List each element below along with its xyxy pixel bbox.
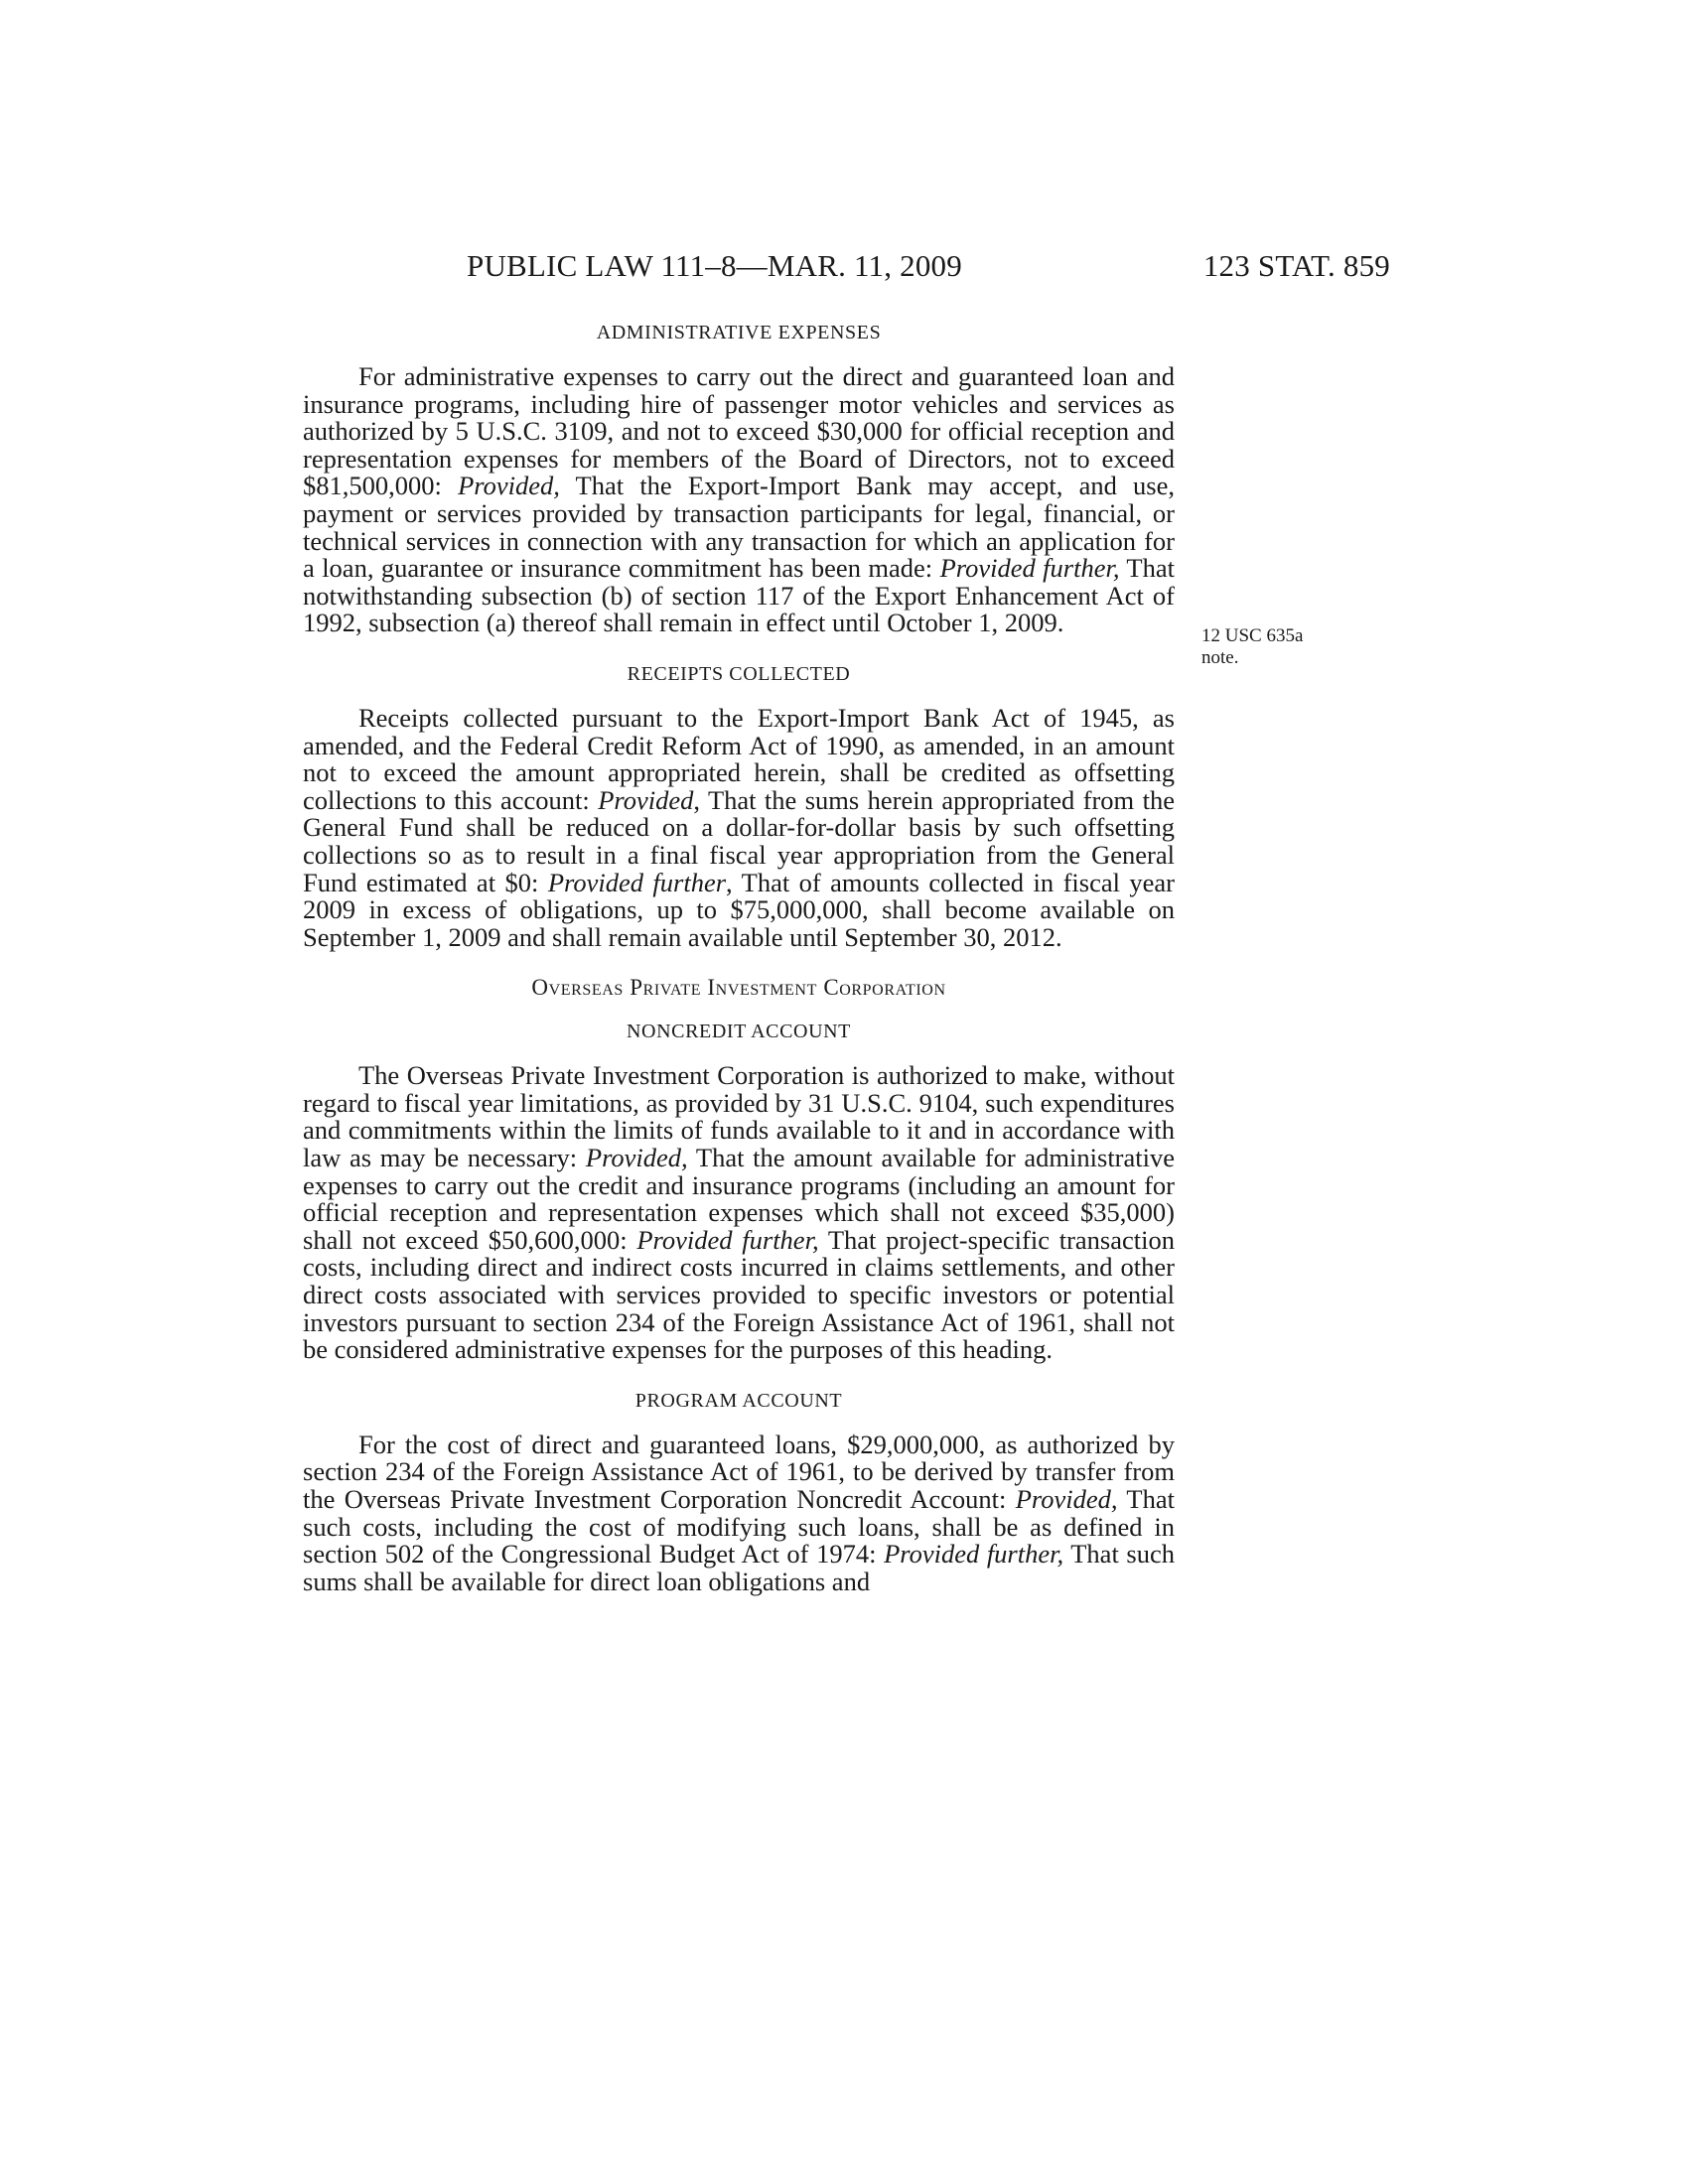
text-run: , That of amounts collected in fiscal year 2009 in excess of obligations, up to $75,000,000, shall become available on September 1, 2009 and shall remain available until September 30, 2012. xyxy=(303,867,1175,952)
paragraph-noncredit-account xyxy=(303,1062,1175,1364)
proviso-phrase: Provided, xyxy=(1015,1484,1118,1514)
proviso-phrase: Provided further, xyxy=(636,1224,819,1255)
margin-note xyxy=(1201,625,1303,669)
public-law-citation: PUBLIC LAW 111–8—MAR. 11, 2009 xyxy=(467,248,962,283)
agency-heading: Overseas Private Investment Corporation xyxy=(531,975,946,1001)
proviso-phrase: Provided further xyxy=(547,867,727,897)
paragraph-administrative-expenses xyxy=(303,363,1175,637)
section-heading-receipts-collected: RECEIPTS COLLECTED xyxy=(627,662,851,685)
proviso-phrase: Provided further, xyxy=(939,553,1120,584)
margin-note-citation: 12 USC 635a xyxy=(1201,625,1304,646)
section-heading-noncredit-account: NONCREDIT ACCOUNT xyxy=(627,1021,851,1043)
main-text-column xyxy=(303,320,1175,1595)
text-run: That notwithstanding subsection (b) of section 117 of the Export Enhancement Act of 1992, subsection (a) thereof shall remain in effect until October 1, 2009. xyxy=(303,553,1175,638)
text-run: For administrative expenses to carry out the direct and guaranteed loan and insurance programs, including hire of passenger motor vehicles and services as authorized by 5 U.S.C. 3109, and not to exceed $30,000 for official reception and representation expenses for members of the Board of Directors, not to exceed $81,500,000: xyxy=(303,361,1175,501)
paragraph-program-account xyxy=(303,1429,1175,1596)
paragraph-receipts-collected xyxy=(303,702,1175,952)
text-run: Receipts collected pursuant to the Export-Import Bank Act of 1945, as amended, and the Federal Credit Reform Act of 1990, as amended, in an amount not to exceed the amount appropriated herein, shall be credited as offsetting collections to this account: xyxy=(303,702,1175,815)
text-run: That the Export-Import Bank may accept, and use, payment or services provided by transaction participants for legal, financial, or technical services in connection with any transaction for which an application for a loan, guarantee or insurance commitment has been made: xyxy=(303,471,1175,584)
text-run: The Overseas Private Investment Corporation is authorized to make, without regard to fiscal year limitations, as provided by 31 U.S.C. 9104, such expenditures and commitments within the limits of funds available to it and in accordance with law as may be necessary: xyxy=(303,1060,1175,1173)
text-run: , That the sums herein appropriated from the General Fund shall be reduced on a dollar-for-dollar basis by such offsetting collections so as to result in a final fiscal year appropriation from the General Fund estimated at $0: xyxy=(303,784,1175,897)
statutes-page-number: 123 STAT. 859 xyxy=(1202,248,1390,283)
proviso-phrase: Provided, xyxy=(458,471,560,501)
proviso-phrase: Provided further, xyxy=(884,1539,1064,1570)
running-head xyxy=(0,248,1688,288)
text-run: That the amount available for administrative expenses to carry out the credit and insurance programs (including an amount for official reception and representation expenses which shall not exceed $35,000) shall not exceed $50,600,000: xyxy=(303,1143,1176,1255)
margin-note-label: note. xyxy=(1201,647,1239,668)
section-heading-program-account: PROGRAM ACCOUNT xyxy=(634,1389,843,1412)
text-run: That such costs, including the cost of modifying such loans, shall be as defined in section 502 of the Congressional Budget Act of 1974: xyxy=(303,1484,1175,1570)
section-heading-administrative-expenses: ADMINISTRATIVE EXPENSES xyxy=(596,322,882,343)
text-run: For the cost of direct and guaranteed loans, $29,000,000, as authorized by section 234 of the Foreign Assistance Act of 1961, to be derived by transfer from the Overseas Private Investment Corporation Noncredit Account: xyxy=(303,1429,1175,1514)
text-run: That such sums shall be available for direct loan obligations and xyxy=(303,1539,1175,1596)
proviso-phrase: Provided xyxy=(598,784,694,815)
proviso-phrase: Provided, xyxy=(585,1143,688,1173)
text-run: That project-specific transaction costs, including direct and indirect costs incurred in claims settlements, and other direct costs associated with services provided to specific investors or potential investors pursuant to section 234 of the Foreign Assistance Act of 1961, shall not be considered administrative expenses for the purposes of this heading. xyxy=(303,1224,1175,1365)
